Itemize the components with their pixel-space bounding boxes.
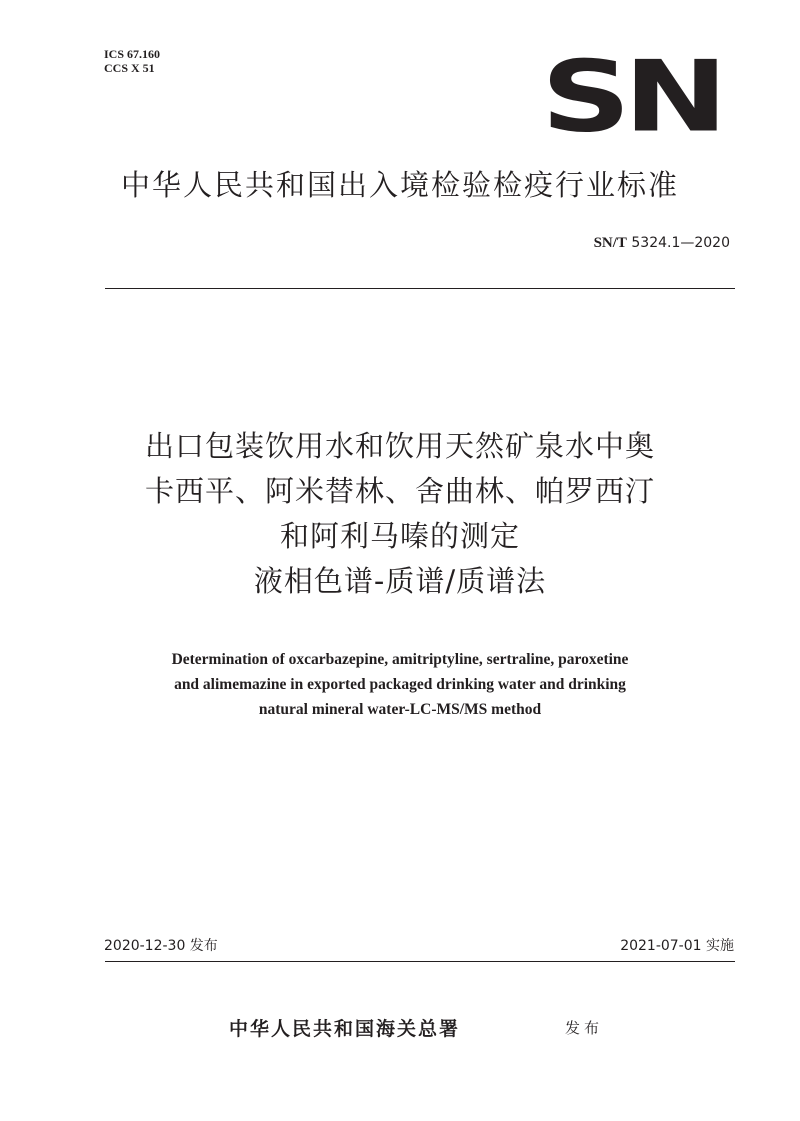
ccs-code: CCS X 51 <box>104 61 155 75</box>
english-title-line-3: natural mineral water-LC-MS/MS method <box>258 701 542 718</box>
publish-date: 2020-12-30 发布 <box>104 938 218 954</box>
sn-logo: SN <box>541 39 721 154</box>
english-title <box>0 647 800 722</box>
issuing-authority: 中华人民共和国海关总署 <box>229 1018 461 1040</box>
standard-prefix: SN/T <box>593 235 627 251</box>
organization-title: 中华人民共和国出入境检验检疫行业标准 <box>120 168 679 202</box>
english-title-line-1: Determination of oxcarbazepine, amitriptyline, sertraline, paroxetine <box>171 651 629 668</box>
classification-codes <box>104 47 160 75</box>
standard-number <box>594 235 730 252</box>
chinese-title-line-3: 和阿利马嗪的测定 <box>279 519 520 553</box>
implementation-date: 2021-07-01 实施 <box>620 938 734 954</box>
chinese-title-line-2: 卡西平、阿米替林、舍曲林、帕罗西汀 <box>144 474 655 508</box>
chinese-title-line-1: 出口包装饮用水和饮用天然矿泉水中奥 <box>144 429 655 463</box>
bottom-divider <box>105 961 735 962</box>
chinese-title-line-4: 液相色谱-质谱/质谱法 <box>253 564 547 598</box>
standard-code: 5324.1—2020 <box>631 235 730 251</box>
english-title-line-2: and alimemazine in exported packaged drinking water and drinking <box>174 676 626 693</box>
top-divider <box>105 288 735 289</box>
issue-label: 发布 <box>565 1019 604 1037</box>
chinese-title <box>0 424 800 604</box>
ics-code: ICS 67.160 <box>104 47 161 61</box>
